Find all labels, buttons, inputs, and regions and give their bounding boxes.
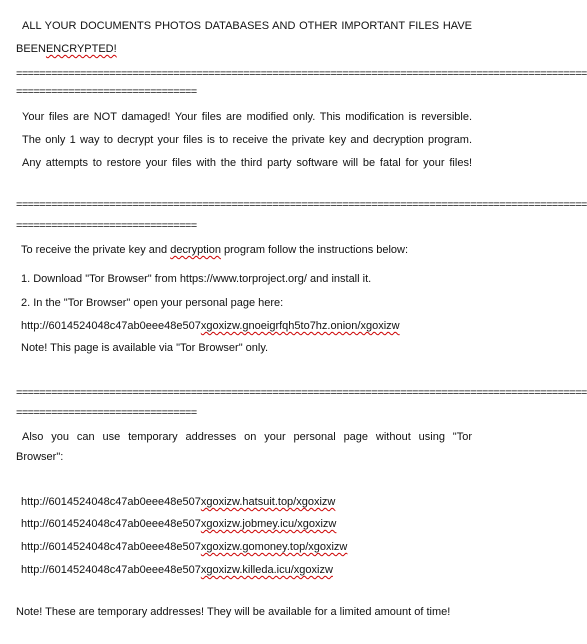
- step1-text-c: and install it.: [306, 273, 372, 285]
- para1-line-2: The only 1 way to decrypt your files is to receive the private key and decryption program.: [22, 134, 472, 146]
- temp-url-1-a[interactable]: http://6014524048c47ab0eee48e507: [21, 496, 201, 508]
- temp-url-2-a[interactable]: http://6014524048c47ab0eee48e507: [21, 518, 201, 530]
- temp-url-4-a[interactable]: http://6014524048c47ab0eee48e507: [21, 564, 201, 576]
- temp-url-3[interactable]: [16, 540, 347, 554]
- separator-line: ==================================================================================================: [16, 199, 587, 211]
- alt-intro-line-1: Also you can use temporary addresses on your personal page without using "Tor: [22, 431, 472, 443]
- intro-text-a: To receive the private key and: [21, 244, 171, 256]
- temp-url-1-b[interactable]: xgoxizw.hatsuit.top/xgoxizw: [200, 496, 336, 508]
- separator-line-short: ===============================: [16, 407, 197, 419]
- final-note: Note! These are temporary addresses! They will be available for a limited amount of time!: [16, 606, 451, 618]
- header-encrypted: ENCRYPTED!: [45, 43, 117, 55]
- intro-text-b: decryption: [170, 244, 221, 256]
- alt-intro-line-2: Browser":: [16, 451, 64, 463]
- temp-url-2-b[interactable]: xgoxizw.jobmey.icu/xgoxizw: [200, 518, 337, 530]
- temp-url-4[interactable]: [16, 563, 333, 577]
- separator-line-short: ===============================: [16, 220, 197, 232]
- temp-url-3-a[interactable]: http://6014524048c47ab0eee48e507: [21, 541, 201, 553]
- header-line-2: [16, 42, 117, 56]
- header-been: BEEN: [16, 43, 46, 55]
- temp-url-2[interactable]: [16, 517, 336, 531]
- para1-line-3: Any attempts to restore your files with the third party software will be fatal for your files!: [22, 157, 472, 169]
- onion-url[interactable]: [16, 319, 400, 333]
- step1-text-a: 1. Download "Tor Browser" from: [21, 273, 180, 285]
- para1-line-1: Your files are NOT damaged! Your files are modified only. This modification is reversible.: [22, 111, 472, 123]
- step-1: [16, 272, 371, 286]
- separator-line: ==================================================================================================: [16, 68, 587, 80]
- instructions-intro: [16, 243, 408, 257]
- separator-line-short: ===============================: [16, 86, 197, 98]
- onion-url-b[interactable]: xgoxizw.gnoeigrfqh5to7hz.onion/xgoxizw: [200, 320, 400, 332]
- temp-url-3-b[interactable]: xgoxizw.gomoney.top/xgoxizw: [200, 541, 348, 553]
- note-tor-only: Note! This page is available via "Tor Browser" only.: [21, 342, 269, 354]
- temp-url-1[interactable]: [16, 495, 335, 509]
- torproject-link[interactable]: https://www.torproject.org/: [179, 273, 307, 285]
- intro-text-c: program follow the instructions below:: [220, 244, 409, 256]
- step-2: 2. In the "Tor Browser" open your personal page here:: [21, 297, 284, 309]
- separator-line: ==================================================================================================: [16, 387, 587, 399]
- header-line-1: ALL YOUR DOCUMENTS PHOTOS DATABASES AND OTHER IMPORTANT FILES HAVE: [22, 20, 472, 32]
- onion-url-a[interactable]: http://6014524048c47ab0eee48e507: [21, 320, 201, 332]
- temp-url-4-b[interactable]: xgoxizw.killeda.icu/xgoxizw: [200, 564, 333, 576]
